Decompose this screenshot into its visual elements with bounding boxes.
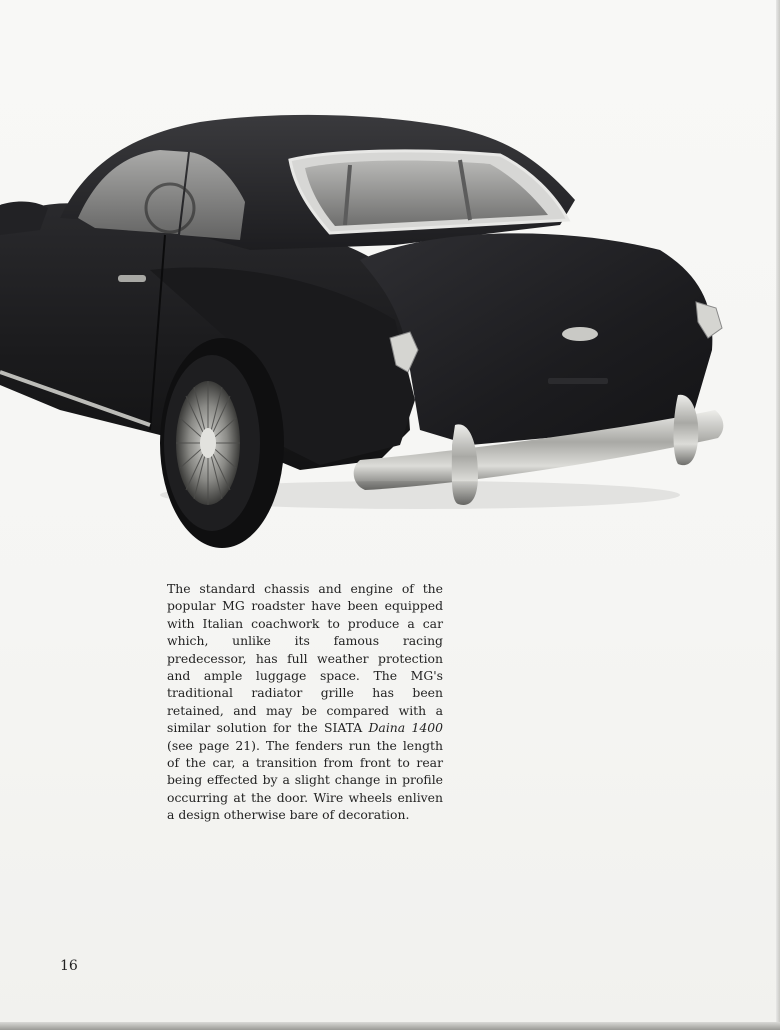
caption-text-start: The standard chassis and engine of the popular MG roadster have been equipped with Italian coachwork to produce a car which, unlike its famous racing predecessor, has full weather protection and ample luggage space. The MG's traditional radiator grille has been retained, and may be compared with a similar solution for the SIATA	[167, 581, 443, 736]
page-number: 16	[60, 958, 78, 974]
wire-wheel	[160, 338, 284, 548]
caption-model-name: Daina 1400	[368, 720, 444, 736]
car-photo	[0, 100, 740, 560]
caption-text-end: (see page 21). The fenders run the length of the car, a transition from front to rear being effected by a slight change in profile occurring at the door. Wire wheels enliven a design otherwise bare of decoration.	[167, 737, 443, 823]
page-edge-bottom	[0, 1022, 780, 1030]
page-edge-right	[776, 0, 780, 1030]
caption-paragraph	[167, 580, 443, 824]
caption	[167, 580, 443, 824]
